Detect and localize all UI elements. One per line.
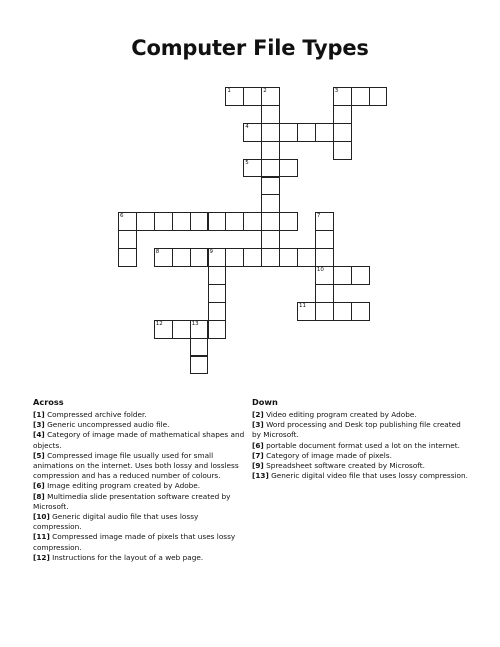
grid-cell[interactable] (208, 248, 227, 267)
grid-cell[interactable] (297, 123, 316, 142)
down-clue (252, 410, 470, 420)
grid-cell[interactable] (279, 212, 298, 231)
grid-cell[interactable] (279, 248, 298, 267)
clue-text: Category of image made of mathematical shapes and objects. (33, 430, 245, 450)
grid-cell[interactable] (208, 302, 227, 321)
grid-cell[interactable] (208, 320, 227, 339)
grid-cell[interactable] (190, 320, 209, 339)
clue-text: Spreadsheet software created by Microsoft. (263, 461, 425, 471)
across-clue (33, 553, 245, 563)
grid-cell[interactable] (315, 284, 334, 303)
down-clues (252, 397, 470, 481)
grid-cell[interactable] (351, 302, 370, 321)
grid-cell[interactable] (315, 302, 334, 321)
clue-number-label: 3 (334, 88, 339, 94)
across-clue (33, 410, 245, 420)
grid-cell[interactable] (225, 212, 244, 231)
grid-cell[interactable] (333, 302, 352, 321)
grid-cell[interactable] (243, 248, 262, 267)
grid-cell[interactable] (118, 248, 137, 267)
grid-cell[interactable] (118, 212, 137, 231)
grid-cell[interactable] (208, 266, 227, 285)
across-clue (33, 492, 245, 512)
grid-cell[interactable] (261, 212, 280, 231)
grid-cell[interactable] (261, 159, 280, 178)
down-heading: Down (252, 397, 278, 407)
grid-cell[interactable] (261, 230, 280, 249)
clue-number-label: 9 (209, 249, 213, 256)
grid-cell[interactable] (333, 123, 352, 142)
across-clue (33, 430, 245, 450)
clue-text: Generic digital video file that uses lossy compression. (268, 471, 468, 481)
grid-cell[interactable] (208, 212, 227, 231)
grid-cell[interactable] (333, 87, 352, 106)
clue-text: Instructions for the layout of a web page. (49, 552, 204, 562)
grid-cell[interactable] (261, 123, 280, 142)
clue-number-label: 1 (227, 88, 231, 94)
clue-text: Generic uncompressed audio file. (44, 420, 170, 430)
clue-text: Compressed image file usually used for small animations on the internet. Uses both lossy and lossless compression and has a reduced number of colours. (33, 450, 239, 481)
across-clue (33, 420, 245, 430)
grid-cell[interactable] (243, 159, 262, 178)
clue-number-label: 8 (155, 249, 160, 256)
grid-cell[interactable] (172, 212, 191, 231)
clue-number: [13] (252, 471, 269, 481)
across-clue (33, 481, 245, 491)
across-clues (33, 397, 245, 563)
clue-text: Multimedia slide presentation software created by Microsoft. (33, 491, 231, 511)
grid-cell[interactable] (243, 87, 262, 106)
clue-number-label: 4 (245, 123, 249, 130)
clue-text: Compressed archive folder. (44, 410, 147, 419)
grid-cell[interactable] (333, 266, 352, 285)
down-clue (252, 471, 470, 481)
clue-number: [4] (33, 430, 45, 440)
grid-cell[interactable] (315, 266, 334, 285)
clue-text: Generic digital audio file that uses lossy compression. (33, 512, 199, 532)
across-clue (33, 451, 245, 482)
clue-number: [2] (252, 410, 264, 419)
down-list (252, 410, 470, 481)
grid-cell[interactable] (351, 266, 370, 285)
grid-cell[interactable] (190, 338, 209, 357)
grid-cell[interactable] (154, 320, 173, 339)
grid-cell[interactable] (154, 248, 173, 267)
down-clue (252, 420, 470, 440)
grid-cell[interactable] (297, 248, 316, 267)
clue-number-label: 6 (120, 213, 124, 220)
grid-cell[interactable] (315, 230, 334, 249)
clue-text: Category of image made of pixels. (263, 450, 392, 460)
grid-cell[interactable] (261, 105, 280, 124)
grid-cell[interactable] (190, 212, 209, 231)
grid-cell[interactable] (351, 87, 370, 106)
grid-cell[interactable] (261, 248, 280, 267)
grid-cell[interactable] (225, 87, 244, 106)
grid-cell[interactable] (279, 123, 298, 142)
clue-number: [3] (252, 420, 264, 430)
clue-number: [6] (33, 481, 45, 491)
grid-cell[interactable] (261, 87, 280, 106)
across-list (33, 410, 245, 563)
clue-text: Image editing program created by Adobe. (44, 481, 201, 491)
clue-number-label: 2 (263, 88, 267, 94)
clue-text: Video editing program created by Adobe. (263, 410, 417, 419)
page-title: Computer File Types (131, 36, 369, 60)
clue-number: [11] (33, 532, 50, 542)
grid-cell[interactable] (333, 141, 352, 160)
grid-cell[interactable] (261, 177, 280, 196)
grid-cell[interactable] (261, 194, 280, 213)
clue-text: Compressed image made of pixels that uses lossy compression. (33, 532, 236, 552)
down-clue (252, 461, 470, 471)
across-clue (33, 512, 245, 532)
clue-number: [10] (33, 512, 50, 522)
grid-cell[interactable] (243, 212, 262, 231)
clue-number: [3] (33, 420, 45, 430)
clue-number-label: 13 (191, 320, 199, 327)
grid-cell[interactable] (333, 105, 352, 124)
clue-number: [7] (252, 450, 264, 460)
down-clue (252, 451, 470, 461)
grid-cell[interactable] (154, 212, 173, 231)
grid-cell[interactable] (172, 248, 191, 267)
grid-cell[interactable] (225, 248, 244, 267)
grid-cell[interactable] (297, 302, 316, 321)
grid-cell[interactable] (208, 284, 227, 303)
across-clue (33, 532, 245, 552)
grid-cell[interactable] (279, 159, 298, 178)
clue-number-label: 12 (155, 320, 163, 327)
grid-cell[interactable] (136, 212, 155, 231)
down-clue (252, 441, 470, 451)
clue-text: portable document format used a lot on the internet. (263, 440, 460, 450)
grid-cell[interactable] (172, 320, 191, 339)
clue-number-label: 10 (316, 267, 324, 273)
clue-text: Word processing and Desk top publishing file created by Microsoft. (252, 420, 461, 440)
grid-cell[interactable] (315, 212, 334, 231)
across-heading: Across (33, 397, 64, 407)
clue-number-label: 5 (245, 159, 249, 166)
clue-number: [8] (33, 491, 45, 501)
grid-cell[interactable] (118, 230, 137, 249)
clue-number: [9] (252, 461, 264, 471)
clue-number: [12] (33, 552, 50, 562)
clue-number: [1] (33, 410, 45, 419)
grid-cell[interactable] (243, 123, 262, 142)
clue-number: [6] (252, 440, 264, 450)
grid-cell[interactable] (190, 356, 209, 375)
clue-number: [5] (33, 450, 45, 460)
grid-cell[interactable] (261, 141, 280, 160)
grid-cell[interactable] (190, 248, 209, 267)
clue-number-label: 11 (299, 302, 306, 309)
grid-cell[interactable] (315, 248, 334, 267)
grid-cell[interactable] (315, 123, 334, 142)
clue-number-label: 7 (316, 213, 321, 220)
grid-cell[interactable] (369, 87, 388, 106)
